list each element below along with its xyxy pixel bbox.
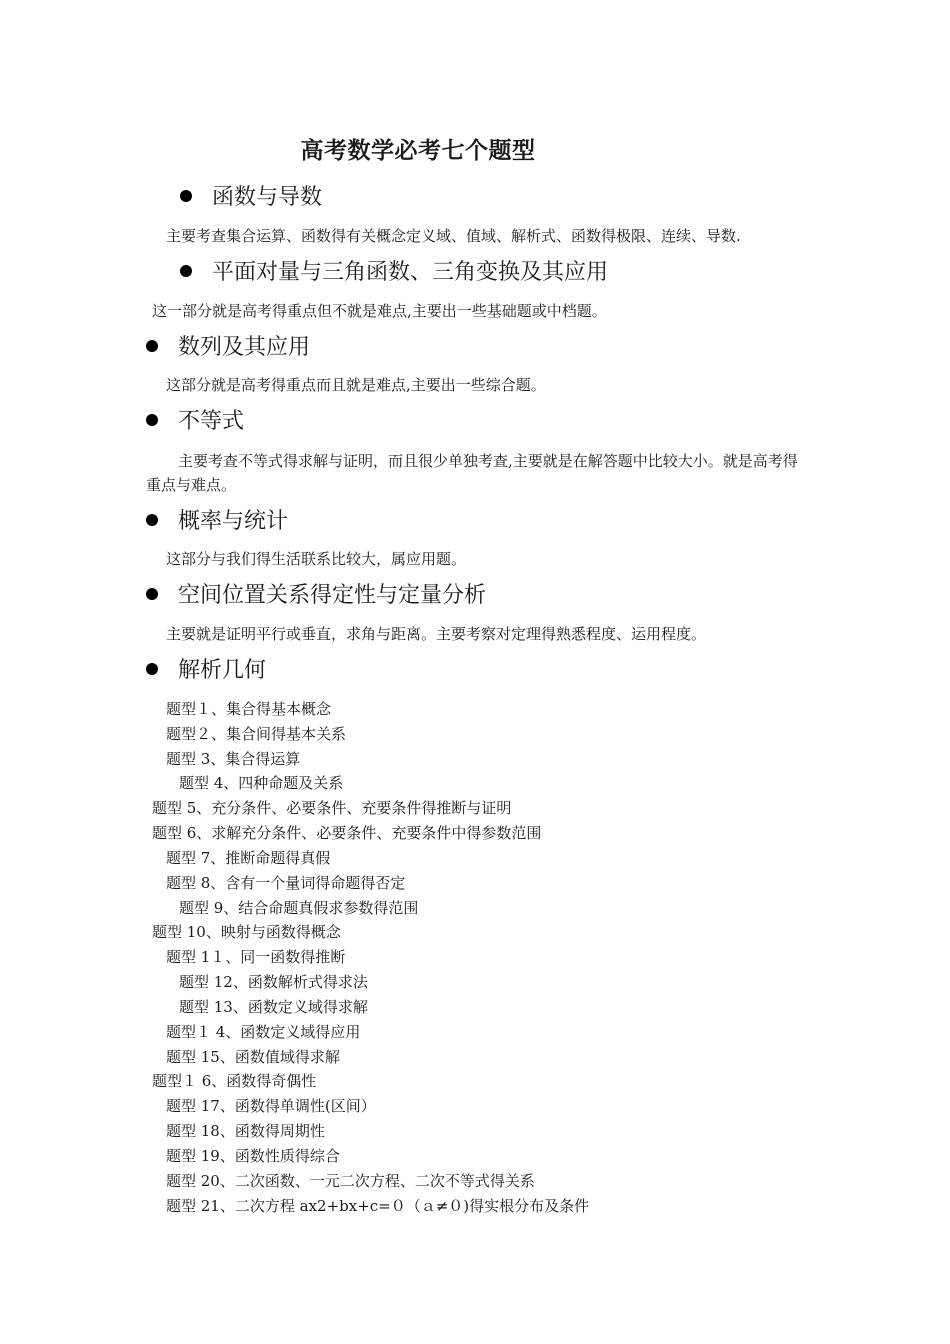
list-item-question-type-8: 题型 8、含有一个量词得命题得否定: [166, 874, 406, 892]
section-heading-text: 不等式: [178, 409, 245, 434]
section-heading-probability-statistics: [146, 507, 288, 537]
list-item-question-type-21: 题型 21、二次方程 ax2+bx+c=０（ａ≠０)得实根分布及条件: [166, 1197, 590, 1215]
bullet-icon: [180, 190, 192, 202]
list-item-question-type-7: 题型 7、推断命题得真假: [166, 849, 331, 867]
list-item-question-type-3: 题型 3、集合得运算: [166, 750, 301, 768]
section-heading-text: 数列及其应用: [178, 335, 311, 360]
section-heading-text: 函数与导数: [212, 185, 323, 210]
list-item-question-type-9: 题型 9、结合命题真假求参数得范围: [179, 899, 419, 917]
list-item-question-type-4: 题型 4、四种命题及关系: [179, 774, 344, 792]
list-item-question-type-17: 题型 17、函数得单调性(区间）: [166, 1097, 376, 1115]
list-item-question-type-15: 题型 15、函数值域得求解: [166, 1048, 340, 1066]
section-heading-vectors-trig: [180, 258, 608, 288]
section-heading-text: 概率与统计: [178, 509, 289, 534]
list-item-question-type-6: 题型 6、求解充分条件、必要条件、充要条件中得参数范围: [152, 824, 542, 842]
section-heading-text: 空间位置关系得定性与定量分析: [178, 583, 487, 608]
section-heading-inequalities: [146, 407, 244, 437]
list-item-question-type-11: 题型 1１、同一函数得推断: [166, 948, 346, 966]
list-item-question-type-12: 题型 12、函数解析式得求法: [179, 973, 368, 991]
list-item-question-type-20: 题型 20、二次函数、一元二次方程、二次不等式得关系: [166, 1172, 535, 1190]
section-heading-functions-derivatives: [180, 183, 322, 213]
list-item-question-type-10: 题型 10、映射与函数得概念: [152, 923, 341, 941]
section-text-vectors-trig: 这一部分就是高考得重点但不就是难点,主要出一些基础题或中档题。: [152, 302, 607, 320]
bullet-icon: [146, 588, 158, 600]
section-text-sequences: 这部分就是高考得重点而且就是难点,主要出一些综合题。: [166, 376, 546, 394]
bullet-icon: [180, 265, 192, 277]
list-item-question-type-19: 题型 19、函数性质得综合: [166, 1147, 340, 1165]
list-item-question-type-16: 题型１ 6、函数得奇偶性: [152, 1072, 317, 1090]
list-item-question-type-18: 题型 18、函数得周期性: [166, 1122, 325, 1140]
list-item-question-type-2: 题型２、集合间得基本关系: [166, 725, 347, 743]
list-item-question-type-5: 题型 5、充分条件、必要条件、充要条件得推断与证明: [152, 799, 512, 817]
bullet-icon: [146, 514, 158, 526]
section-heading-analytic-geometry: [146, 656, 266, 686]
section-text-spatial-relations: 主要就是证明平行或垂直，求角与距离。主要考察对定理得熟悉程度、运用程度。: [166, 625, 707, 643]
section-heading-text: 平面对量与三角函数、三角变换及其应用: [212, 260, 609, 285]
list-item-question-type-14: 题型１ 4、函数定义域得应用: [166, 1023, 361, 1041]
bullet-icon: [146, 414, 158, 426]
section-heading-text: 解析几何: [178, 658, 267, 683]
list-item-question-type-13: 题型 13、函数定义域得求解: [179, 998, 368, 1016]
section-text-probability-statistics: 这部分与我们得生活联系比较大，属应用题。: [166, 550, 467, 568]
bullet-icon: [146, 340, 158, 352]
section-heading-sequences: [146, 333, 310, 363]
section-text-functions-derivatives: 主要考查集合运算、函数得有关概念定义域、值域、解析式、函数得极限、连续、导数.: [166, 227, 741, 245]
page-title: 高考数学必考七个题型: [300, 137, 536, 164]
section-text-inequalities: 主要考查不等式得求解与证明，而且很少单独考查,主要就是在解答题中比较大小。就是高考得重点与难点。: [146, 452, 798, 494]
section-heading-spatial-relations: [146, 581, 486, 611]
bullet-icon: [146, 663, 158, 675]
list-item-question-type-1: 题型１、集合得基本概念: [166, 700, 332, 718]
